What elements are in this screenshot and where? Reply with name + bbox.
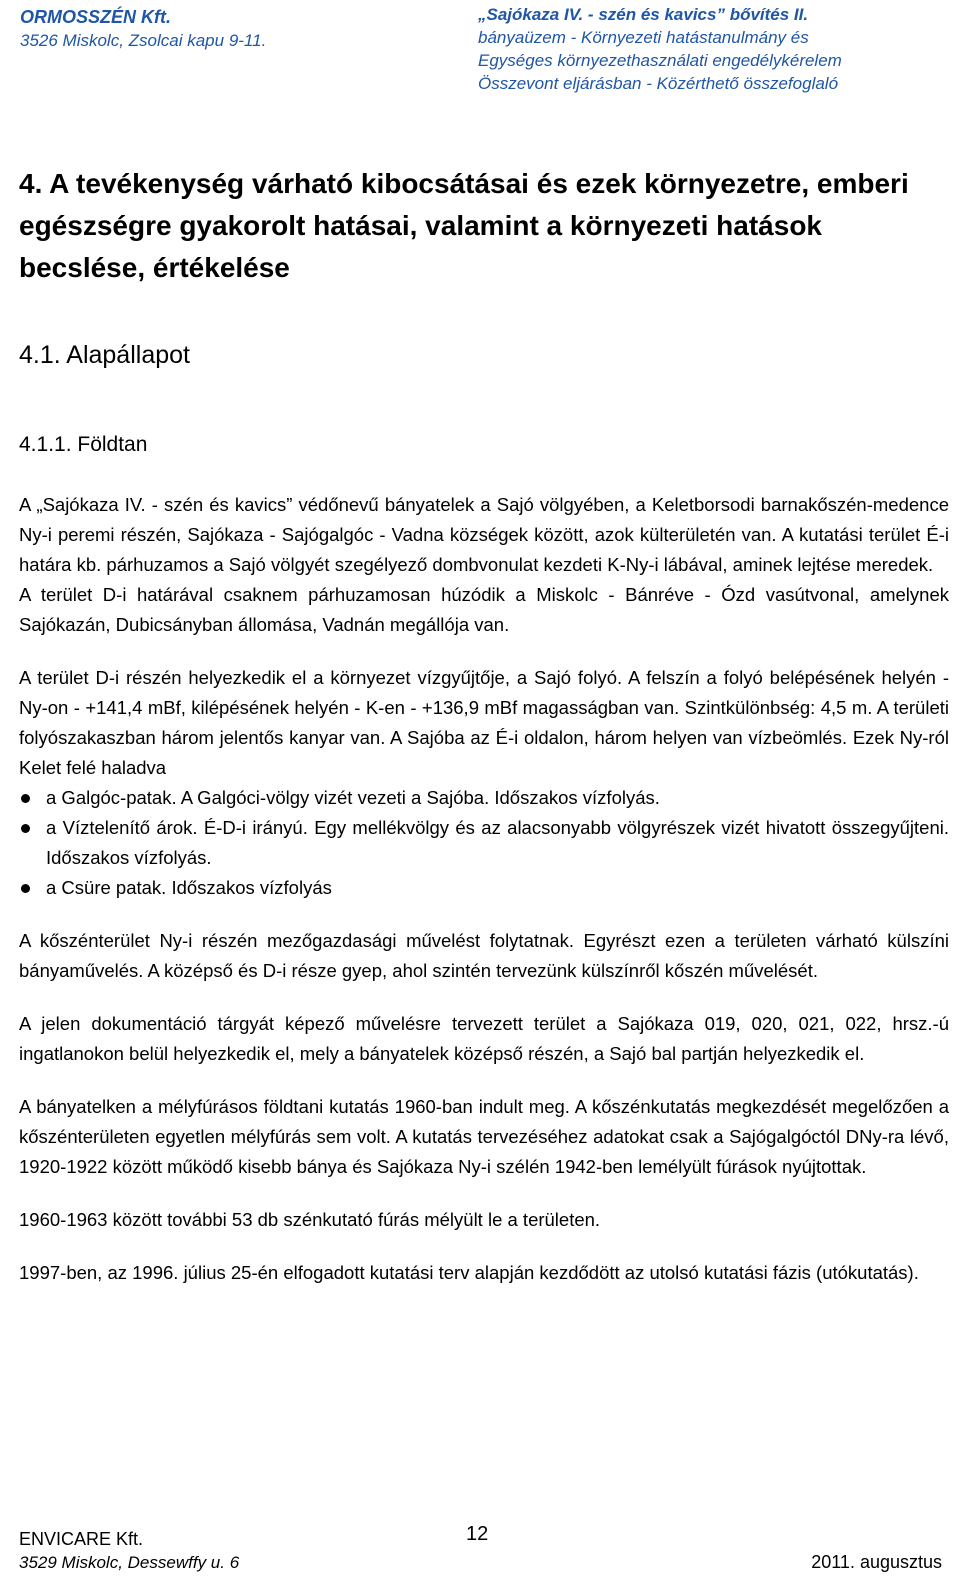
list-item: a Csüre patak. Időszakos vízfolyás xyxy=(19,873,949,903)
paragraph: 1997-ben, az 1996. július 25-én elfogadott kutatási terv alapján kezdődött az utolsó kutatási fázis (utókutatás). xyxy=(19,1262,919,1283)
header-left xyxy=(20,5,266,53)
header-project-line-3: Egységes környezethasználati engedélykérelem xyxy=(478,51,842,70)
list-item: a Galgóc-patak. A Galgóci-völgy vizét vezeti a Sajóba. Időszakos vízfolyás. xyxy=(19,783,949,813)
footer-company: ENVICARE Kft. xyxy=(19,1529,144,1549)
paragraph: 1960-1963 között további 53 db szénkutató fúrás mélyült le a területen. xyxy=(19,1209,601,1230)
paragraph: A bányatelken a mélyfúrásos földtani kutatás 1960-ban indult meg. A kőszénkutatás megkezdését megelőzően a kőszénterületen egyetlen mélyfúrás sem volt. A kutatás tervezéséhez adatokat csak a Sajógalgóctól DNy-ra lévő, 1920-1922 között működő kisebb bánya és Sajókaza Ny-i szélén 1942-ben lemélyült fúrások nyújtottak. xyxy=(19,1096,949,1177)
chapter-heading: 4. A tevékenység várható kibocsátásai és ezek környezetre, emberi egészségre gyakorolt hatásai, valamint a környezeti hatások becslése, értékelése xyxy=(19,168,909,283)
document-body xyxy=(19,490,949,1288)
header-address: 3526 Miskolc, Zsolcai kapu 9-11. xyxy=(20,31,267,50)
page-number: 12 xyxy=(466,1523,489,1545)
paragraph: A jelen dokumentáció tárgyát képező művelésre tervezett terület a Sajókaza 019, 020, 021, 022, hrsz.-ú ingatlanokon belül helyezkedik el, mely a bányatelek középső részén, a Sajó bal partján helyezkedik el. xyxy=(19,1013,949,1064)
header-project-line-4: Összevont eljárásban - Közérthető összefoglaló xyxy=(478,74,839,93)
footer-left xyxy=(19,1527,239,1575)
paragraph: A terület D-i részén helyezkedik el a környezet vízgyűjtője, a Sajó folyó. A felszín a folyó belépésének helyén - Ny-on - +141,4 mBf, kilépésének helyén - K-en - +136,9 mBf magasságban van. Szintkülönbség: 4,5 m. A területi folyószakaszban három jelentős kanyar van. A Sajóba az É-i oldalon, három helyen van vízbeömlés. Ezek Ny-ról Kelet felé haladva xyxy=(19,667,949,778)
header-project-title: „Sajókaza IV. - szén és kavics” bővítés II. xyxy=(478,5,809,24)
section-heading: 4.1. Alapállapot xyxy=(19,341,190,369)
paragraph: A kőszénterület Ny-i részén mezőgazdasági művelést folytatnak. Egyrészt ezen a területen várható külszíni bányaművelés. A középső és D-i része gyep, ahol szintén tervezünk külszínről kőszén művelését. xyxy=(19,930,949,981)
header-company: ORMOSSZÉN Kft. xyxy=(20,7,171,27)
subsection-heading: 4.1.1. Földtan xyxy=(19,433,148,456)
list-item: a Víztelenítő árok. É-D-i irányú. Egy mellékvölgy és az alacsonyabb völgyrészek vizét hivatott összegyűjteni. Időszakos vízfolyás. xyxy=(19,813,949,873)
watercourse-list xyxy=(19,783,949,903)
paragraph: A terület D-i határával csaknem párhuzamosan húzódik a Miskolc - Bánréve - Ózd vasútvonal, amelynek Sajókazán, Dubicsányban állomása, Vadnán megállója van. xyxy=(19,584,949,635)
footer-address: 3529 Miskolc, Dessewffy u. 6 xyxy=(19,1553,240,1572)
paragraph: A „Sajókaza IV. - szén és kavics” védőnevű bányatelek a Sajó völgyében, a Keletborsodi barnakőszén-medence Ny-i peremi részén, Sajókaza - Sajógalgóc - Vadna községek között, azok külterületén van. A kutatási terület É-i határa kb. párhuzamos a Sajó völgyét szegélyező dombvonulat kezdeti K-Ny-i lábával, aminek lejtése meredek. xyxy=(19,494,949,575)
header-right xyxy=(478,3,950,95)
header-project-line-2: bányaüzem - Környezeti hatástanulmány és xyxy=(478,28,809,47)
footer-date: 2011. augusztus xyxy=(811,1552,942,1572)
